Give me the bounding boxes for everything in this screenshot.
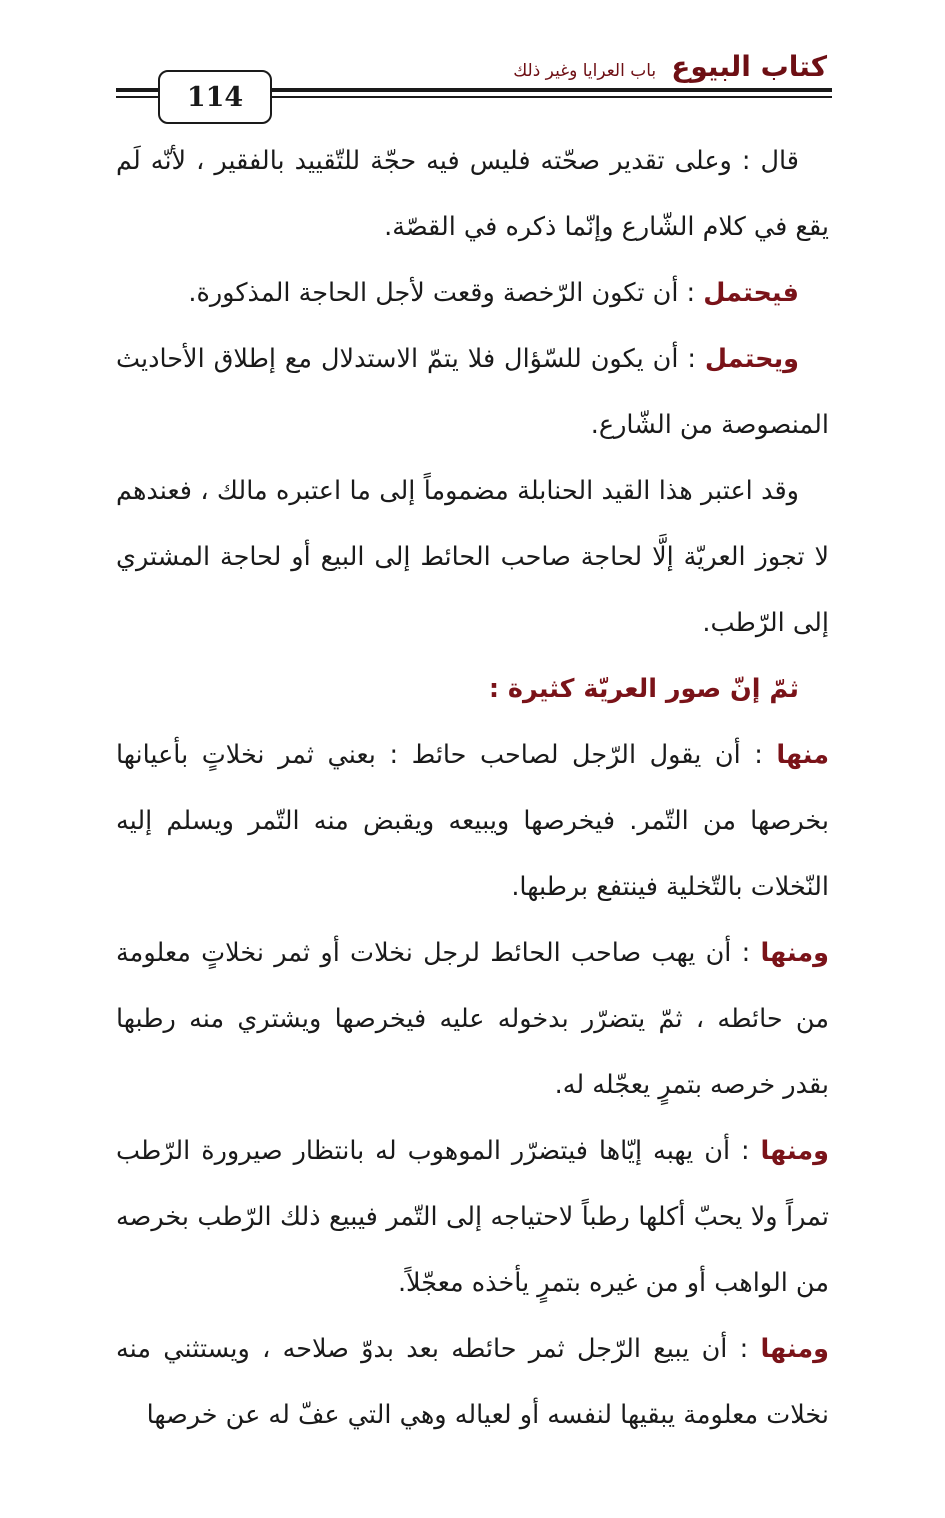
paragraph (116, 1316, 829, 1448)
paragraph: قال : وعلى تقدير صحّته فليس فيه حجّة للتّقييد بالفقير ، لأنّه لَم يقع في كلام الشّارع وإنّما ذكره في القصّة. (116, 146, 829, 242)
book-title: كتاب البيوع (671, 50, 827, 83)
paragraph (116, 1118, 829, 1316)
keyword: ومنها (760, 1334, 829, 1364)
keyword: ومنها (760, 1136, 829, 1166)
paragraph: وقد اعتبر هذا القيد الحنابلة مضموماً إلى ما اعتبره مالك ، فعندهم لا تجوز العريّة إلَّا لحاجة صاحب الحائط إلى البيع أو لحاجة المشتري إلى الرّطب. (116, 476, 829, 638)
paragraph-text: : أن يهب صاحب الحائط لرجل نخلات أو ثمر نخلاتٍ معلومة من حائطه ، ثمّ يتضرّر بدخوله عليه فيخرصها ويشتري منه رطبها بقدر خرصه بتمرٍ يعجّله له. (116, 938, 829, 1100)
paragraph (116, 722, 829, 920)
page-number: 114 (158, 70, 272, 124)
paragraph (116, 920, 829, 1118)
chapter-title: باب العرايا وغير ذلك (513, 61, 657, 81)
paragraph-text: : أن تكون الرّخصة وقعت لأجل الحاجة المذكورة. (188, 278, 704, 308)
paragraph-text: : أن يبيع الرّجل ثمر حائطه بعد بدوّ صلاحه ، ويستثني منه نخلات معلومة يبقيها لنفسه أو لعياله وهي التي عفّ له عن خرصها (116, 1334, 829, 1430)
body-text (116, 128, 829, 1448)
keyword: منها (776, 740, 829, 770)
section-heading: ثمّ إنّ صور العريّة كثيرة : (488, 674, 799, 704)
page-header (0, 0, 945, 130)
paragraph (116, 326, 829, 458)
keyword: ويحتمل (704, 344, 799, 374)
keyword: فيحتمل (703, 278, 799, 308)
paragraph (116, 260, 829, 326)
paragraph-text: : أن يقول الرّجل لصاحب حائط : بعني ثمر نخلاتٍ بأعيانها بخرصها من التّمر. فيخرصها ويبيعه ويقبض منه التّمر ويسلم إليه النّخلات بالتّخلية فينتفع برطبها. (116, 740, 829, 902)
paragraph-text: : أن يكون للسّؤال فلا يتمّ الاستدلال مع إطلاق الأحاديث المنصوصة من الشّارع. (116, 344, 829, 440)
paragraph-text: : أن يهبه إيّاها فيتضرّر الموهوب له بانتظار صيرورة الرّطب تمراً ولا يحبّ أكلها رطباً لاحتياجه إلى التّمر فيبيع ذلك الرّطب بخرصه من الواهب أو من غيره بتمرٍ يأخذه معجّلاً. (116, 1136, 829, 1298)
keyword: ومنها (760, 938, 829, 968)
running-title (513, 50, 827, 83)
